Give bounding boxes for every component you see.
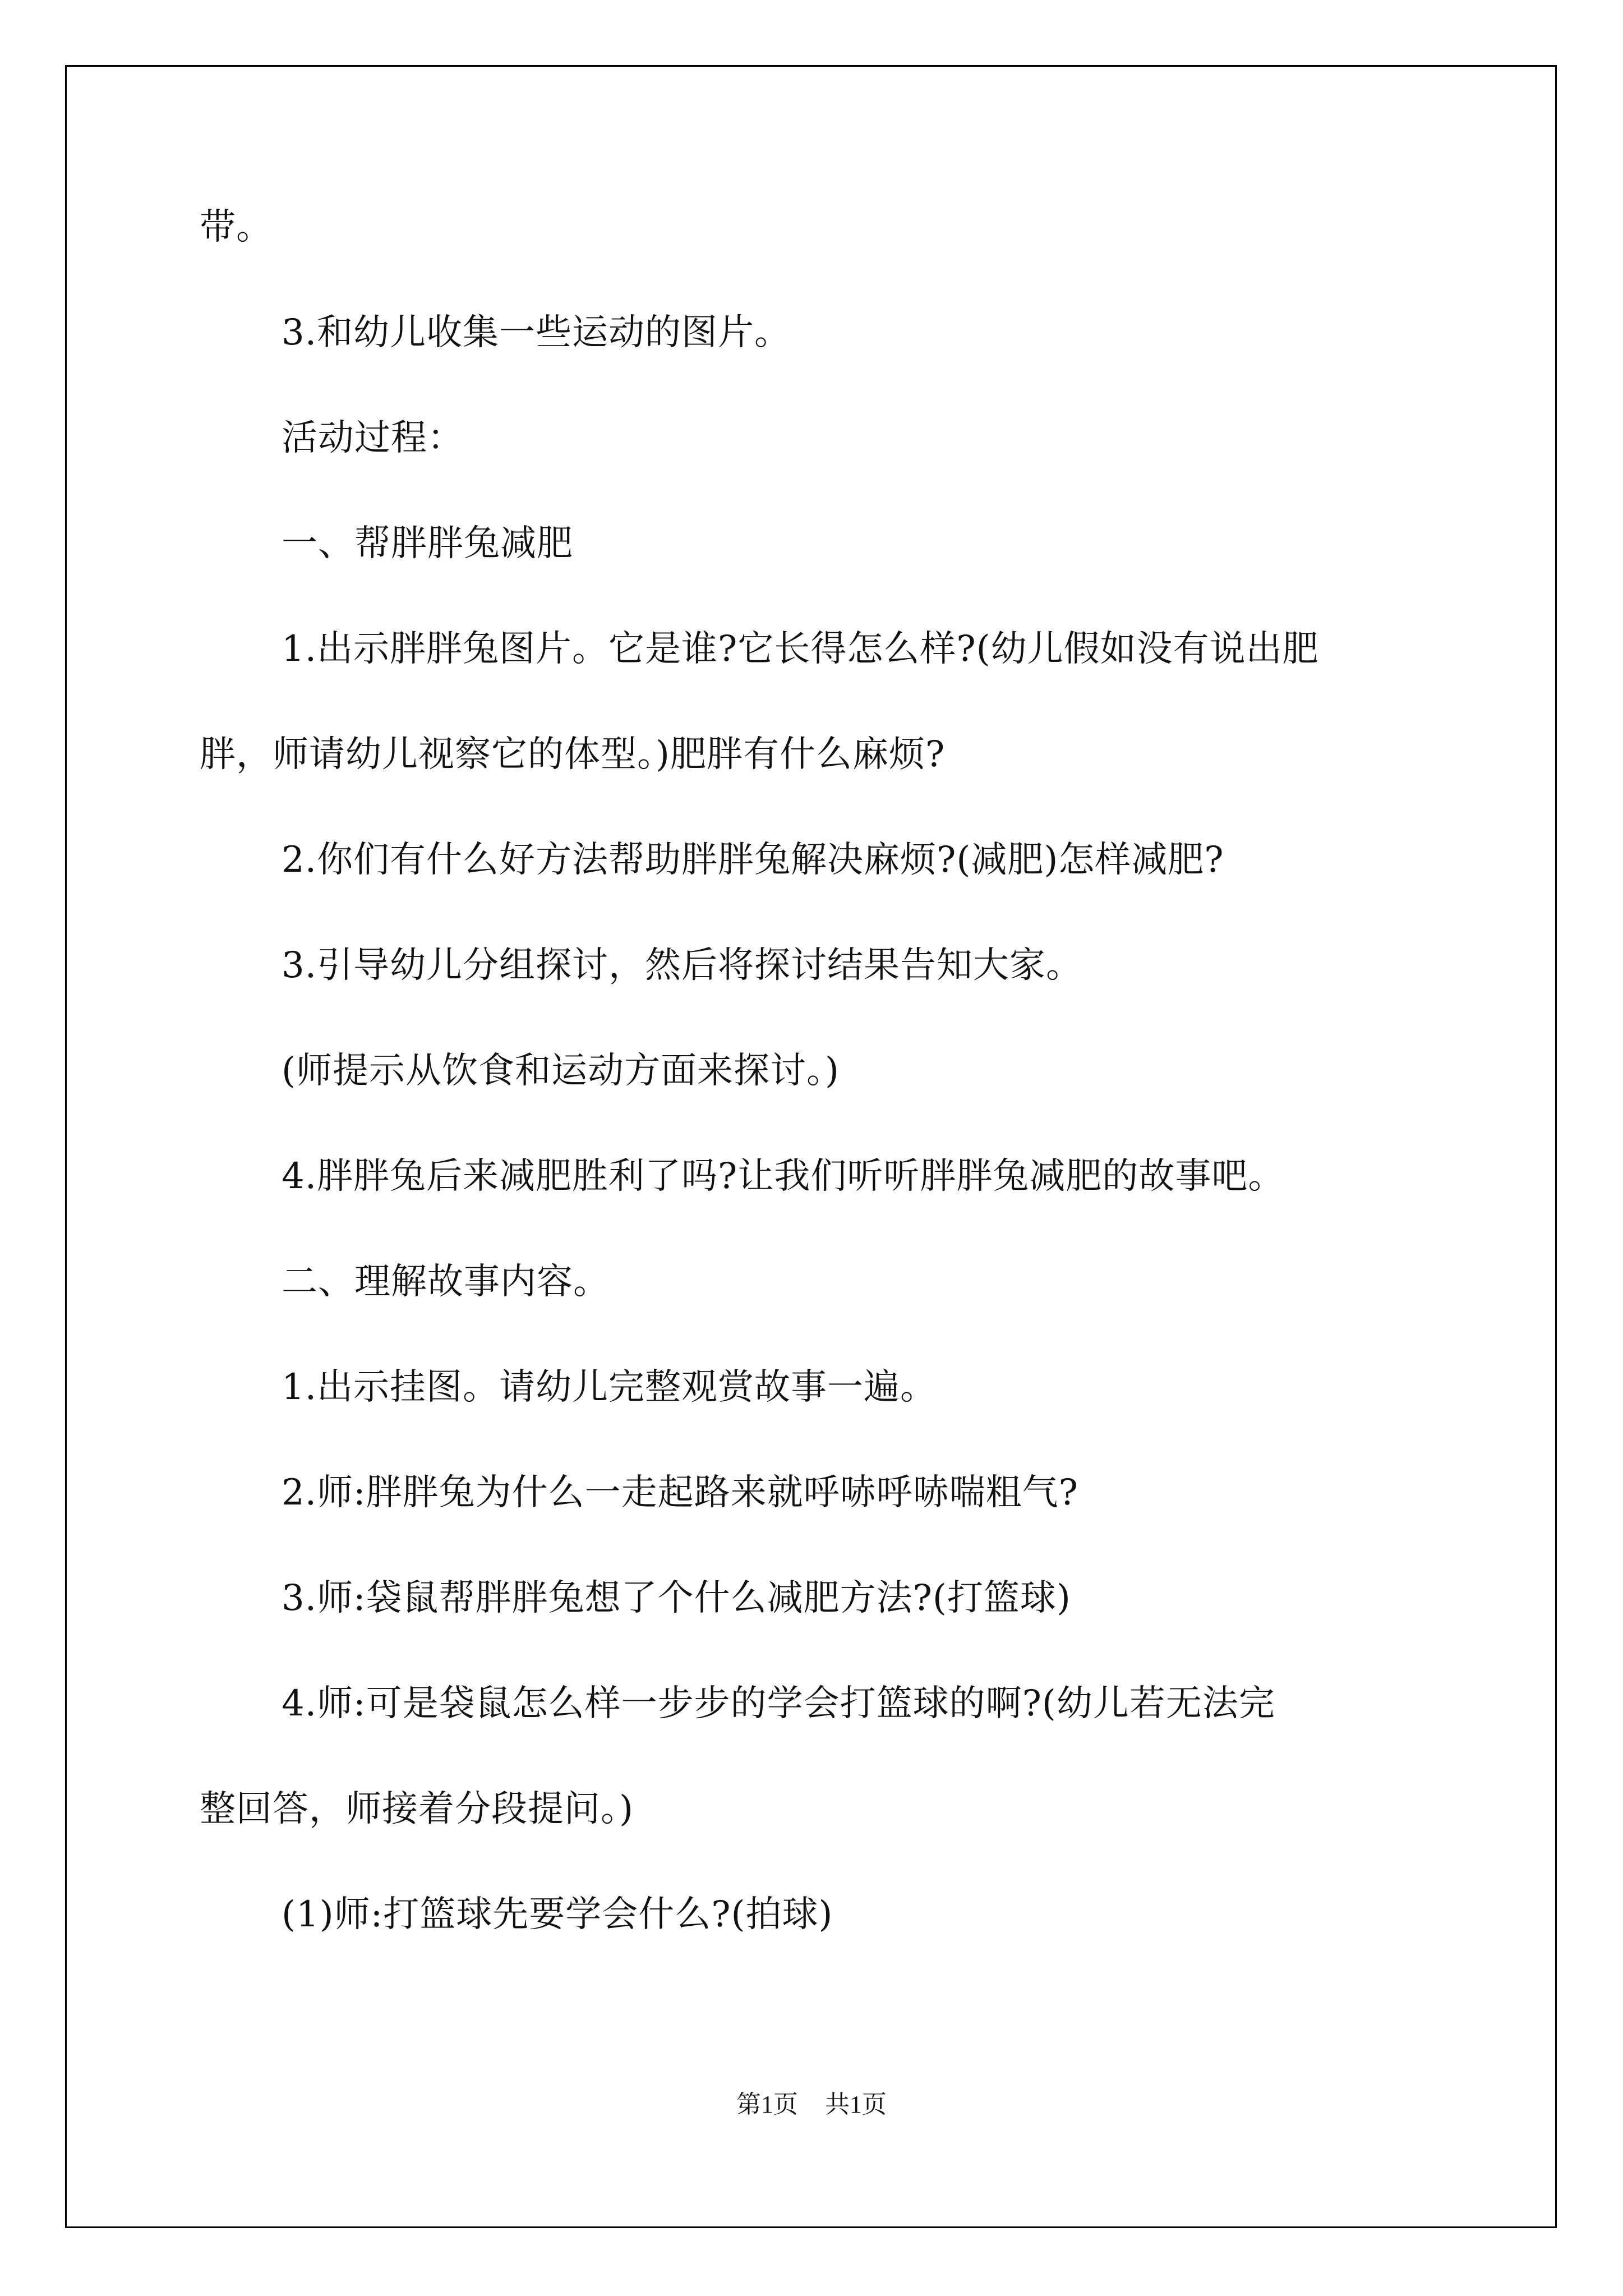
text-line: 2.师:胖胖兔为什么一走起路来就呼哧呼哧喘粗气?: [282, 1472, 1078, 1513]
page-number: 第1页: [736, 2091, 798, 2118]
text-line: 3.和幼儿收集一些运动的图片。: [282, 312, 791, 353]
text-line: 胖，师请幼儿视察它的体型。)肥胖有什么麻烦?: [200, 734, 946, 775]
text-line: 4.胖胖兔后来减肥胜利了吗?让我们听听胖胖兔减肥的故事吧。: [282, 1156, 1285, 1197]
section-heading: 一、帮胖胖兔减肥: [282, 523, 573, 564]
text-line: 4.师:可是袋鼠怎么样一步步的学会打篮球的啊?(幼儿若无法完: [282, 1683, 1275, 1724]
text-line: (1)师:打篮球先要学会什么?(拍球): [282, 1894, 833, 1935]
text-line: 带。: [200, 206, 273, 248]
text-line: 活动过程：: [282, 417, 464, 459]
text-line: 整回答，师接着分段提问。): [200, 1788, 634, 1830]
text-line: (师提示从饮食和运动方面来探讨。): [282, 1050, 840, 1092]
text-line: 2.你们有什么好方法帮助胖胖兔解决麻烦?(减肥)怎样减肥?: [282, 839, 1224, 881]
text-line: 1.出示挂图。请幼儿完整观赏故事一遍。: [282, 1366, 937, 1408]
section-heading: 二、理解故事内容。: [282, 1261, 610, 1303]
text-line: 3.师:袋鼠帮胖胖兔想了个什么减肥方法?(打篮球): [282, 1577, 1071, 1619]
text-line: 1.出示胖胖兔图片。它是谁?它长得怎么样?(幼儿假如没有说出肥: [282, 628, 1319, 670]
page-footer: [0, 2088, 1623, 2122]
page-total: 共1页: [825, 2091, 887, 2118]
text-line: 3.引导幼儿分组探讨，然后将探讨结果告知大家。: [282, 945, 1083, 986]
